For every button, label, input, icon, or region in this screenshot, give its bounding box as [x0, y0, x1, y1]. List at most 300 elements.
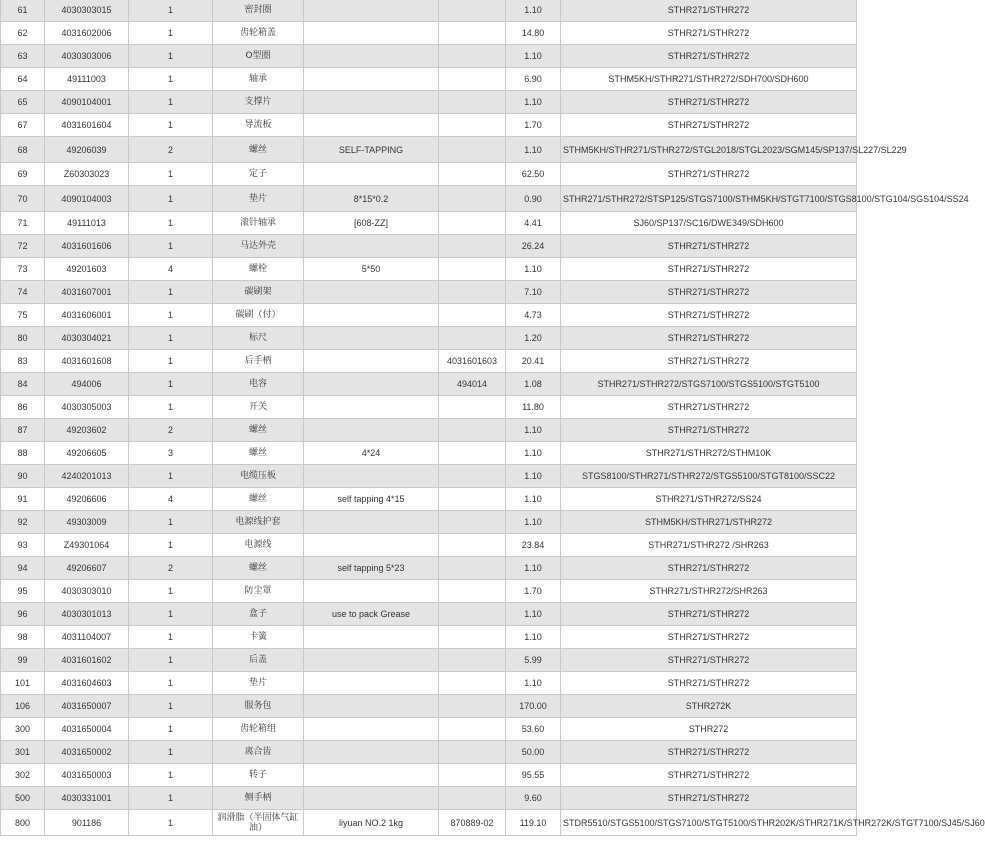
substitute-part-cell [439, 419, 506, 442]
quantity-cell: 1 [129, 45, 213, 68]
price-cell: 1.20 [506, 327, 561, 350]
quantity-cell: 1 [129, 22, 213, 45]
part-name-cell: 服务包 [213, 695, 304, 718]
table-row [1, 304, 857, 327]
specification-cell [304, 649, 439, 672]
specification-cell [304, 396, 439, 419]
applicable-models-cell: STHR271/STHR272 [561, 281, 857, 304]
price-cell: 62.50 [506, 163, 561, 186]
substitute-part-cell [439, 304, 506, 327]
price-cell: 1.10 [506, 672, 561, 695]
item-number-cell: 64 [1, 68, 45, 91]
part-name-cell: 侧手柄 [213, 787, 304, 810]
price-cell: 1.10 [506, 465, 561, 488]
part-number-cell: 4031602006 [45, 22, 129, 45]
applicable-models-cell: STHM5KH/STHR271/STHR272/SDH700/SDH600 [561, 68, 857, 91]
price-cell: 1.10 [506, 419, 561, 442]
part-name-cell: 电源线 [213, 534, 304, 557]
item-number-cell: 91 [1, 488, 45, 511]
table-row [1, 695, 857, 718]
item-number-cell: 65 [1, 91, 45, 114]
table-row [1, 557, 857, 580]
table-row [1, 511, 857, 534]
part-name-cell: O型圈 [213, 45, 304, 68]
price-cell: 1.10 [506, 45, 561, 68]
table-row [1, 718, 857, 741]
item-number-cell: 68 [1, 137, 45, 163]
item-number-cell: 90 [1, 465, 45, 488]
part-name-cell: 密封圈 [213, 0, 304, 22]
table-row [1, 235, 857, 258]
part-name-cell: 螺丝 [213, 557, 304, 580]
item-number-cell: 69 [1, 163, 45, 186]
part-number-cell: 49206605 [45, 442, 129, 465]
part-number-cell: 4031104007 [45, 626, 129, 649]
table-row [1, 22, 857, 45]
table-row [1, 258, 857, 281]
substitute-part-cell [439, 741, 506, 764]
substitute-part-cell [439, 442, 506, 465]
quantity-cell: 1 [129, 68, 213, 91]
quantity-cell: 1 [129, 163, 213, 186]
part-number-cell: 4031650007 [45, 695, 129, 718]
applicable-models-cell: STHR271/STHR272 [561, 649, 857, 672]
specification-cell: self tapping 4*15 [304, 488, 439, 511]
price-cell: 1.70 [506, 114, 561, 137]
price-cell: 5.99 [506, 649, 561, 672]
part-number-cell: 4030331001 [45, 787, 129, 810]
price-cell: 1.10 [506, 442, 561, 465]
substitute-part-cell [439, 396, 506, 419]
price-cell: 0.90 [506, 186, 561, 212]
part-name-cell: 螺丝 [213, 137, 304, 163]
applicable-models-cell: STHR271/STHR272 [561, 91, 857, 114]
substitute-part-cell [439, 764, 506, 787]
item-number-cell: 84 [1, 373, 45, 396]
quantity-cell: 1 [129, 235, 213, 258]
specification-cell [304, 626, 439, 649]
item-number-cell: 71 [1, 212, 45, 235]
substitute-part-cell: 870889-02 [439, 810, 506, 836]
specification-cell [304, 787, 439, 810]
item-number-cell: 74 [1, 281, 45, 304]
table-row [1, 137, 857, 163]
part-number-cell: 4030303006 [45, 45, 129, 68]
part-name-cell: 螺丝 [213, 442, 304, 465]
part-name-cell: 定子 [213, 163, 304, 186]
specification-cell [304, 373, 439, 396]
applicable-models-cell: STHR271/STHR272 [561, 741, 857, 764]
applicable-models-cell: STHR271/STHR272 [561, 304, 857, 327]
quantity-cell: 1 [129, 373, 213, 396]
applicable-models-cell: STHR271/STHR272 [561, 258, 857, 281]
table-row [1, 68, 857, 91]
table-row [1, 396, 857, 419]
table-row [1, 419, 857, 442]
item-number-cell: 93 [1, 534, 45, 557]
item-number-cell: 92 [1, 511, 45, 534]
applicable-models-cell: STHR271/STHR272 [561, 626, 857, 649]
price-cell: 14.80 [506, 22, 561, 45]
applicable-models-cell: STHR271/STHR272/SHR263 [561, 580, 857, 603]
specification-cell [304, 22, 439, 45]
quantity-cell: 1 [129, 511, 213, 534]
price-cell: 20.41 [506, 350, 561, 373]
applicable-models-cell: STHR271/STHR272 [561, 396, 857, 419]
quantity-cell: 1 [129, 350, 213, 373]
part-name-cell: 电缆压板 [213, 465, 304, 488]
specification-cell: 5*50 [304, 258, 439, 281]
applicable-models-cell: STHR271/STHR272 [561, 557, 857, 580]
specification-cell: liyuan NO.2 1kg [304, 810, 439, 836]
substitute-part-cell [439, 511, 506, 534]
table-row [1, 114, 857, 137]
applicable-models-cell: STHR271/STHR272 /SHR263 [561, 534, 857, 557]
quantity-cell: 4 [129, 258, 213, 281]
part-number-cell: 4030305003 [45, 396, 129, 419]
substitute-part-cell [439, 787, 506, 810]
part-name-cell: 滚针轴承 [213, 212, 304, 235]
table-row [1, 787, 857, 810]
substitute-part-cell [439, 695, 506, 718]
specification-cell: self tapping 5*23 [304, 557, 439, 580]
item-number-cell: 67 [1, 114, 45, 137]
substitute-part-cell [439, 91, 506, 114]
part-number-cell: 4031650003 [45, 764, 129, 787]
specification-cell [304, 281, 439, 304]
table-row [1, 350, 857, 373]
quantity-cell: 1 [129, 0, 213, 22]
item-number-cell: 98 [1, 626, 45, 649]
quantity-cell: 1 [129, 741, 213, 764]
table-row [1, 626, 857, 649]
substitute-part-cell [439, 258, 506, 281]
item-number-cell: 61 [1, 0, 45, 22]
part-name-cell: 后盖 [213, 649, 304, 672]
price-cell: 1.10 [506, 626, 561, 649]
price-cell: 4.73 [506, 304, 561, 327]
table-row [1, 327, 857, 350]
applicable-models-cell: STHR271/STHR272 [561, 419, 857, 442]
price-cell: 1.10 [506, 91, 561, 114]
applicable-models-cell: STHR271/STHR272 [561, 327, 857, 350]
item-number-cell: 80 [1, 327, 45, 350]
specification-cell [304, 511, 439, 534]
part-number-cell: 4031650004 [45, 718, 129, 741]
specification-cell: 4*24 [304, 442, 439, 465]
applicable-models-cell: STHR271/STHR272/STHM10K [561, 442, 857, 465]
quantity-cell: 2 [129, 557, 213, 580]
part-name-cell: 离合齿 [213, 741, 304, 764]
part-number-cell: 4031601608 [45, 350, 129, 373]
specification-cell [304, 350, 439, 373]
price-cell: 170.00 [506, 695, 561, 718]
applicable-models-cell: STHR271/STHR272 [561, 163, 857, 186]
part-name-cell: 后手柄 [213, 350, 304, 373]
applicable-models-cell: STHM5KH/STHR271/STHR272/STGL2018/STGL2023/SGM145/SP137/SL227/SL229 [561, 137, 857, 163]
item-number-cell: 88 [1, 442, 45, 465]
specification-cell [304, 672, 439, 695]
applicable-models-cell: STHR271/STHR272/SS24 [561, 488, 857, 511]
substitute-part-cell [439, 718, 506, 741]
substitute-part-cell [439, 580, 506, 603]
quantity-cell: 1 [129, 114, 213, 137]
part-name-cell: 标尺 [213, 327, 304, 350]
item-number-cell: 75 [1, 304, 45, 327]
part-number-cell: 4030303010 [45, 580, 129, 603]
quantity-cell: 1 [129, 764, 213, 787]
part-name-cell: 导流板 [213, 114, 304, 137]
part-number-cell: 49206606 [45, 488, 129, 511]
specification-cell [304, 718, 439, 741]
quantity-cell: 1 [129, 672, 213, 695]
price-cell: 9.60 [506, 787, 561, 810]
item-number-cell: 101 [1, 672, 45, 695]
substitute-part-cell [439, 465, 506, 488]
substitute-part-cell [439, 672, 506, 695]
part-number-cell: 4031601606 [45, 235, 129, 258]
part-number-cell: 4031607001 [45, 281, 129, 304]
substitute-part-cell [439, 327, 506, 350]
part-number-cell: 4240201013 [45, 465, 129, 488]
part-name-cell: 润滑脂（半固体气缸油） [213, 810, 304, 836]
applicable-models-cell: STHR271/STHR272 [561, 45, 857, 68]
item-number-cell: 302 [1, 764, 45, 787]
item-number-cell: 95 [1, 580, 45, 603]
price-cell: 4.41 [506, 212, 561, 235]
part-number-cell: 4031604603 [45, 672, 129, 695]
substitute-part-cell [439, 235, 506, 258]
applicable-models-cell: STGS8100/STHR271/STHR272/STGS5100/STGT8100/SSC22 [561, 465, 857, 488]
part-number-cell: 4030301013 [45, 603, 129, 626]
price-cell: 1.10 [506, 0, 561, 22]
price-cell: 1.10 [506, 603, 561, 626]
specification-cell [304, 580, 439, 603]
quantity-cell: 2 [129, 137, 213, 163]
part-name-cell: 盒子 [213, 603, 304, 626]
part-number-cell: 49111003 [45, 68, 129, 91]
price-cell: 6.90 [506, 68, 561, 91]
applicable-models-cell: STHR271/STHR272 [561, 764, 857, 787]
part-name-cell: 马达外壳 [213, 235, 304, 258]
table-row [1, 212, 857, 235]
part-name-cell: 卡簧 [213, 626, 304, 649]
part-name-cell: 碳刷（付） [213, 304, 304, 327]
item-number-cell: 87 [1, 419, 45, 442]
price-cell: 1.10 [506, 557, 561, 580]
applicable-models-cell: SJ60/SP137/SC16/DWE349/SDH600 [561, 212, 857, 235]
table-row [1, 810, 857, 836]
applicable-models-cell: STHR271/STHR272 [561, 235, 857, 258]
price-cell: 50.00 [506, 741, 561, 764]
applicable-models-cell: STHR271/STHR272 [561, 0, 857, 22]
applicable-models-cell: STHR271/STHR272 [561, 787, 857, 810]
part-number-cell: 49206039 [45, 137, 129, 163]
part-number-cell: 4031601602 [45, 649, 129, 672]
price-cell: 1.10 [506, 511, 561, 534]
price-cell: 119.10 [506, 810, 561, 836]
quantity-cell: 1 [129, 603, 213, 626]
quantity-cell: 1 [129, 91, 213, 114]
item-number-cell: 96 [1, 603, 45, 626]
substitute-part-cell [439, 212, 506, 235]
table-row [1, 488, 857, 511]
part-name-cell: 垫片 [213, 672, 304, 695]
quantity-cell: 1 [129, 695, 213, 718]
substitute-part-cell [439, 45, 506, 68]
specification-cell [304, 695, 439, 718]
part-name-cell: 支撑片 [213, 91, 304, 114]
substitute-part-cell [439, 163, 506, 186]
specification-cell [304, 534, 439, 557]
part-number-cell: 901186 [45, 810, 129, 836]
specification-cell [304, 114, 439, 137]
table-row [1, 741, 857, 764]
item-number-cell: 94 [1, 557, 45, 580]
item-number-cell: 800 [1, 810, 45, 836]
table-row [1, 672, 857, 695]
part-name-cell: 螺栓 [213, 258, 304, 281]
specification-cell [304, 91, 439, 114]
part-name-cell: 轴承 [213, 68, 304, 91]
item-number-cell: 62 [1, 22, 45, 45]
applicable-models-cell: STHR272K [561, 695, 857, 718]
price-cell: 1.10 [506, 258, 561, 281]
part-name-cell: 齿轮箱组 [213, 718, 304, 741]
part-number-cell: 4090104001 [45, 91, 129, 114]
table-row [1, 442, 857, 465]
price-cell: 1.10 [506, 488, 561, 511]
applicable-models-cell: STHR271/STHR272 [561, 350, 857, 373]
substitute-part-cell [439, 186, 506, 212]
table-row [1, 649, 857, 672]
quantity-cell: 1 [129, 465, 213, 488]
item-number-cell: 301 [1, 741, 45, 764]
applicable-models-cell: STHR271/STHR272/STSP125/STGS7100/STHM5KH/STGT7100/STGS8100/STG104/SGS104/SS24 [561, 186, 857, 212]
part-number-cell: 4030303015 [45, 0, 129, 22]
price-cell: 1.70 [506, 580, 561, 603]
substitute-part-cell [439, 68, 506, 91]
item-number-cell: 73 [1, 258, 45, 281]
specification-cell [304, 304, 439, 327]
item-number-cell: 99 [1, 649, 45, 672]
price-cell: 95.55 [506, 764, 561, 787]
item-number-cell: 300 [1, 718, 45, 741]
quantity-cell: 1 [129, 212, 213, 235]
price-cell: 23.84 [506, 534, 561, 557]
part-name-cell: 垫片 [213, 186, 304, 212]
part-number-cell: 494006 [45, 373, 129, 396]
specification-cell [304, 764, 439, 787]
quantity-cell: 4 [129, 488, 213, 511]
table-row [1, 465, 857, 488]
specification-cell [304, 163, 439, 186]
price-cell: 1.10 [506, 137, 561, 163]
part-name-cell: 螺丝 [213, 488, 304, 511]
quantity-cell: 2 [129, 419, 213, 442]
table-row [1, 163, 857, 186]
specification-cell [304, 419, 439, 442]
part-number-cell: 4031601604 [45, 114, 129, 137]
part-name-cell: 转子 [213, 764, 304, 787]
substitute-part-cell [439, 0, 506, 22]
quantity-cell: 1 [129, 396, 213, 419]
substitute-part-cell [439, 557, 506, 580]
price-cell: 7.10 [506, 281, 561, 304]
part-name-cell: 齿轮箱盖 [213, 22, 304, 45]
quantity-cell: 1 [129, 580, 213, 603]
applicable-models-cell: STDR5510/STGS5100/STGS7100/STGT5100/STHR202K/STHR271K/STHR272K/STGT7100/SJ45/SJ60 [561, 810, 857, 836]
table-row [1, 603, 857, 626]
table-row [1, 0, 857, 22]
table-row [1, 45, 857, 68]
quantity-cell: 1 [129, 304, 213, 327]
table-row [1, 373, 857, 396]
item-number-cell: 83 [1, 350, 45, 373]
table-row [1, 91, 857, 114]
parts-table-body [1, 0, 985, 836]
part-number-cell: Z60303023 [45, 163, 129, 186]
part-name-cell: 电容 [213, 373, 304, 396]
substitute-part-cell: 494014 [439, 373, 506, 396]
applicable-models-cell: STHR271/STHR272/STGS7100/STGS5100/STGT5100 [561, 373, 857, 396]
substitute-part-cell [439, 114, 506, 137]
specification-cell [304, 327, 439, 350]
specification-cell [304, 235, 439, 258]
part-number-cell: 4090104003 [45, 186, 129, 212]
specification-cell: use to pack Grease [304, 603, 439, 626]
table-row [1, 186, 857, 212]
price-cell: 11.80 [506, 396, 561, 419]
specification-cell: SELF-TAPPING [304, 137, 439, 163]
table-row [1, 580, 857, 603]
part-name-cell: 碳刷架 [213, 281, 304, 304]
substitute-part-cell [439, 534, 506, 557]
part-number-cell: 49111013 [45, 212, 129, 235]
item-number-cell: 72 [1, 235, 45, 258]
substitute-part-cell [439, 488, 506, 511]
part-name-cell: 开关 [213, 396, 304, 419]
quantity-cell: 1 [129, 787, 213, 810]
specification-cell [304, 0, 439, 22]
quantity-cell: 1 [129, 281, 213, 304]
applicable-models-cell: STHR271/STHR272 [561, 22, 857, 45]
specification-cell [304, 741, 439, 764]
part-name-cell: 电源线护套 [213, 511, 304, 534]
part-number-cell: 49201603 [45, 258, 129, 281]
quantity-cell: 1 [129, 186, 213, 212]
specification-cell: 8*15*0.2 [304, 186, 439, 212]
table-row [1, 534, 857, 557]
part-number-cell: 4030304021 [45, 327, 129, 350]
applicable-models-cell: STHR271/STHR272 [561, 672, 857, 695]
quantity-cell: 1 [129, 649, 213, 672]
specification-cell [304, 45, 439, 68]
table-row [1, 281, 857, 304]
price-cell: 1.08 [506, 373, 561, 396]
table-row [1, 764, 857, 787]
quantity-cell: 3 [129, 442, 213, 465]
part-number-cell: 49206607 [45, 557, 129, 580]
part-name-cell: 螺丝 [213, 419, 304, 442]
applicable-models-cell: STHR271/STHR272 [561, 114, 857, 137]
applicable-models-cell: STHM5KH/STHR271/STHR272 [561, 511, 857, 534]
part-number-cell: 4031606001 [45, 304, 129, 327]
specification-cell: [608-ZZ] [304, 212, 439, 235]
specification-cell [304, 465, 439, 488]
quantity-cell: 1 [129, 327, 213, 350]
substitute-part-cell [439, 626, 506, 649]
